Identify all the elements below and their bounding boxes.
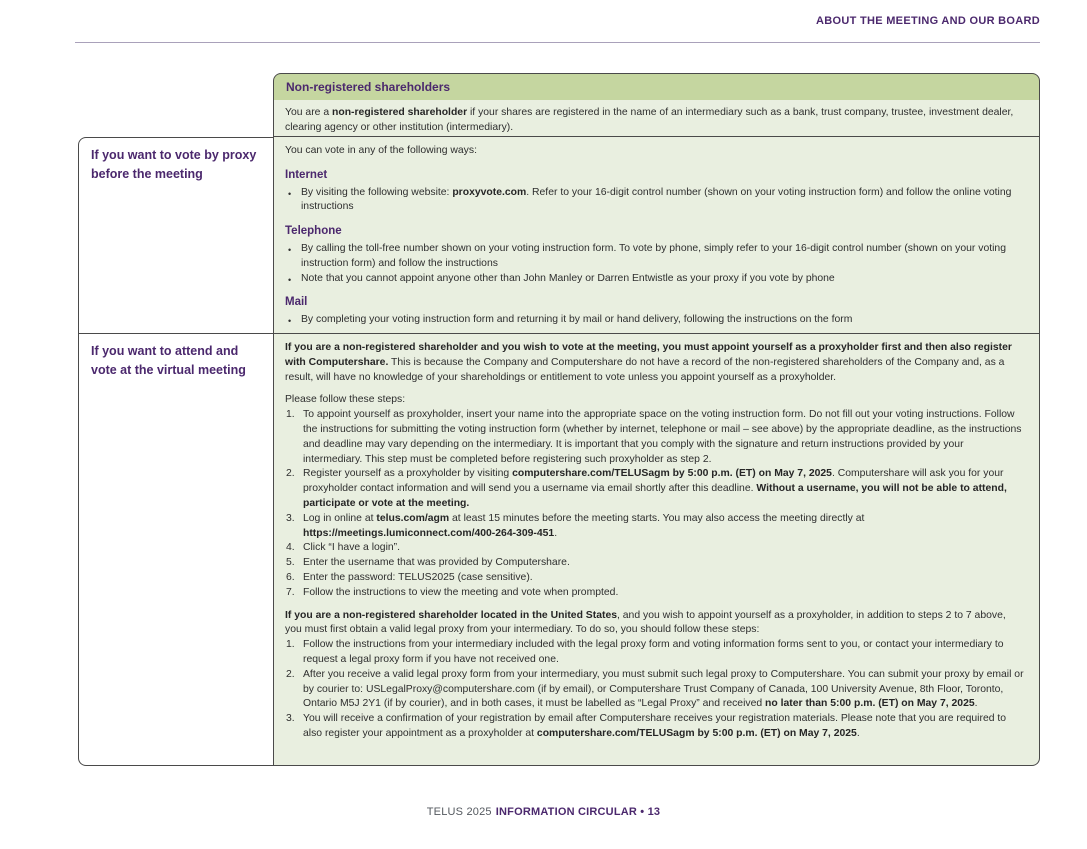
telephone-bullet-list — [285, 242, 1025, 286]
mail-bullet-list — [285, 313, 1025, 328]
vote-ways-lead: You can vote in any of the following ways: — [285, 145, 477, 156]
vote-by-proxy-cell — [273, 137, 1040, 334]
steps-lead: Please follow these steps: — [285, 394, 406, 406]
column-header-label: Non-registered shareholders — [286, 80, 451, 94]
attend-meeting-cell — [273, 334, 1040, 766]
step-item: To appoint yourself as proxyholder, insert your name into the appropriate space on the voting instruction form. Do not fill out your voting instructions. Follow the instructions for submitting the voting instruction form (whether by internet, telephone or mail – see above) by the appropriate deadline, as the instructions and deadline may vary depending on the intermediary. It is important that you comply with the signature and return instructions provided by your intermediary. This step must be completed before registering such proxyholder as step 2. — [303, 409, 1022, 465]
row-label-vote-by-proxy — [78, 137, 273, 334]
intro-text: You are a non-registered shareholder if your shares are registered in the name of an intermediary such as a bank, trust company, trustee, investment dealer, clearing agency or other institution (intermediary). — [285, 107, 1014, 133]
internet-bullet-list — [285, 186, 1025, 216]
step-item: Click “I have a login”. — [303, 542, 401, 554]
step-item: Enter the password: TELUS2025 (case sensitive). — [303, 571, 533, 583]
bullet-item: • Note that you cannot appoint anyone other than John Manley or Darren Entwistle as your proxy if you vote by phone — [285, 272, 1025, 287]
bullet-item: • By visiting the following website: proxyvote.com. Refer to your 16-digit control number (shown on your voting instruction form) and follow the online voting instructions — [285, 186, 1025, 216]
section-title: ABOUT THE MEETING AND OUR BOARD — [816, 15, 1040, 27]
step-item: After you receive a valid legal proxy form from your intermediary, you must submit such legal proxy to Computershare. You can submit your proxy by email or by courier to: USLegalProxy@computershare.com (if by email), or Computershare Trust Company of Canada, 100 University Avenue, 8th Floor, Toronto, Ontario M5J 2Y1 (if by courier), and in both cases, it must be labelled as “Legal Proxy” and received no later than 5:00 p.m. (ET) on May 7, 2025. — [303, 668, 1024, 710]
bullet-item: • By calling the toll-free number shown on your voting instruction form. To vote by phone, simply refer to your 16-digit control number (shown on your voting instruction form) and follow the instructions — [285, 242, 1025, 272]
row-label-text: If you want to attend and vote at the virtual meeting — [91, 344, 246, 377]
row-label-attend-meeting — [78, 334, 273, 766]
header-rule — [75, 42, 1040, 43]
shareholders-table — [78, 73, 1040, 766]
attend-intro-paragraph: If you are a non-registered shareholder and you wish to vote at the meeting, you must appoint yourself as a proxyholder first and then also register with Computershare. This is because the Company and Computershare do not have a record of the non-registered shareholders of the Company and, as a result, will have no knowledge of your shareholdings or entitlement to vote unless you appoint yourself as a proxyholder. — [285, 342, 1012, 383]
row-label-text: If you want to vote by proxy before the meeting — [91, 148, 257, 181]
intro-cell — [273, 100, 1040, 137]
step-item: Follow the instructions to view the meeting and vote when prompted. — [303, 586, 619, 598]
section-heading-telephone: Telephone — [285, 225, 342, 238]
bullet-item: • By completing your voting instruction form and returning it by mail or hand delivery, following the instructions on the form — [285, 313, 1025, 328]
step-item: Follow the instructions from your intermediary included with the legal proxy form and voting information forms sent to you, or contact your intermediary to request a legal proxy form if you have not received one. — [303, 639, 1004, 665]
page-header — [816, 15, 1040, 27]
step-item: You will receive a confirmation of your registration by email after Computershare receives your registration materials. Please note that you are required to also register your appointment as a proxyholder at computershare.com/TELUSagm by 5:00 p.m. (ET) on May 7, 2025. — [303, 713, 1007, 739]
empty-cell-top-left — [78, 73, 273, 100]
footer-doc-name: TELUS 2025 — [426, 806, 492, 818]
proxyholder-steps-list — [285, 408, 1025, 600]
table-header-cell — [273, 73, 1040, 100]
us-shareholder-paragraph: If you are a non-registered shareholder located in the United States, and you wish to appoint yourself as a proxyholder, in addition to steps 2 to 7 above, you must first obtain a valid legal proxy from your intermediary. To do so, you should follow these steps: — [285, 609, 1006, 636]
us-legal-proxy-steps-list — [285, 638, 1025, 742]
step-item: Log in online at telus.com/agm at least 15 minutes before the meeting starts. You may also access the meeting directly at https://meetings.lumiconnect.com/400-264-309-451. — [303, 512, 865, 539]
empty-cell-intro-left — [78, 100, 273, 137]
section-heading-internet: Internet — [285, 168, 328, 181]
page-footer — [0, 806, 1087, 818]
section-heading-mail: Mail — [285, 296, 308, 309]
footer-doc-section: INFORMATION CIRCULAR • 13 — [495, 806, 661, 818]
step-item: Enter the username that was provided by Computershare. — [303, 557, 570, 569]
step-item: Register yourself as a proxyholder by visiting computershare.com/TELUSagm by 5:00 p.m. (ET) on May 7, 2025. Computershare will ask you for your proxyholder contact information and will send you a username via email shortly after this deadline. Without a username, you will not be able to attend, participate or vote at the meeting. — [303, 468, 1007, 509]
